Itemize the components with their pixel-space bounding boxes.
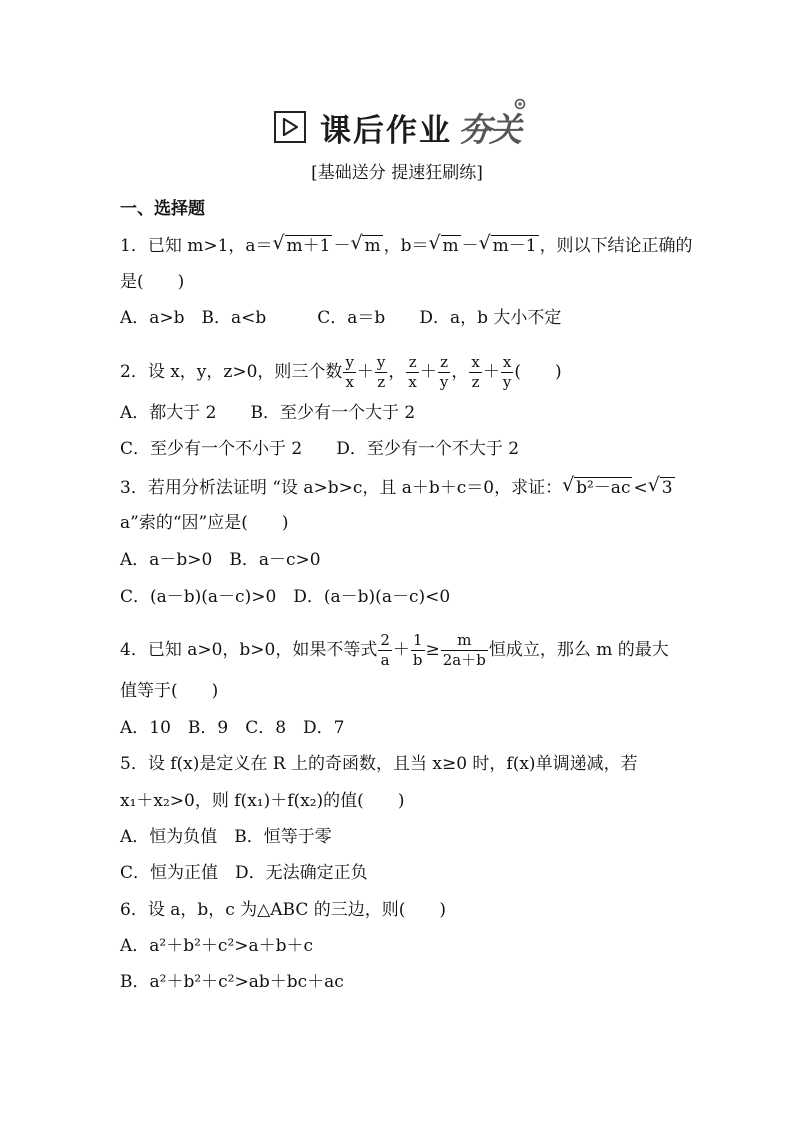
fraction-1-over-b: $\frac{1}{b}$ (412, 631, 423, 669)
question-2-options-cd: C．至少有一个不小于 2 D．至少有一个不大于 2 (120, 439, 520, 459)
q3-text-pre: 3．若用分析法证明 “设 a>b>c，且 a＋b＋c＝0，求证： (120, 478, 563, 498)
sqrt-3: √ 3 (649, 476, 675, 500)
question-4-options: A．10 B．9 C．8 D．7 (120, 718, 345, 738)
question-4: 4．已知 a>0，b>0，如果不等式 $\frac{2}{a}$ ＋ $\frac{1}{b}$ ≥ $\frac{m}{2a+b}$ 恒成立，那么 m 的最大 (120, 631, 669, 669)
sqrt-m-2: √ m (430, 234, 461, 258)
question-5: 5．设 f(x)是定义在 R 上的奇函数，且当 x≥0 时，f(x)单调递减，若 (120, 754, 638, 774)
question-2-options-ab: A．都大于 2 B．至少有一个大于 2 (120, 403, 416, 423)
fraction-m-over-2a-plus-b: $\frac{m}{2a+b}$ (442, 631, 486, 669)
fraction-z-over-x: $\frac{z}{x}$ (408, 353, 417, 391)
question-4-line-2: 值等于( ) (120, 681, 219, 701)
question-3-line-2: a”索的“因”应是( ) (120, 513, 289, 533)
fraction-y-over-z: $\frac{y}{z}$ (376, 353, 386, 391)
section-title: 一、选择题 (120, 199, 205, 219)
question-6-option-a: A．a²＋b²＋c²>a＋b＋c (120, 936, 314, 956)
logo-ring-icon (514, 98, 526, 110)
q4-text-post: 恒成立，那么 m 的最大 (488, 640, 669, 660)
fraction-x-over-y: $\frac{x}{y}$ (502, 353, 512, 391)
q2-text-post: ( ) (514, 362, 562, 382)
subtitle: [基础送分 提速狂刷练] (311, 163, 483, 183)
question-3-options-ab: A．a－b>0 B．a－c>0 (120, 550, 321, 570)
play-icon (274, 111, 306, 143)
sqrt-m-1: √ m (351, 234, 382, 258)
fraction-z-over-y: $\frac{z}{y}$ (439, 353, 449, 391)
question-1-options: A．a>b B．a<b C．a＝b D．a，b 大小不定 (120, 308, 562, 328)
q2-text-pre: 2．设 x，y，z>0，则三个数 (120, 362, 343, 382)
header-logo-text: 夯关 (458, 109, 520, 149)
question-5-options-cd: C．恒为正值 D．无法确定正负 (120, 863, 368, 883)
header (0, 102, 794, 152)
sqrt-m-minus-1: √ m－1 (480, 234, 539, 258)
sqrt-b2-minus-ac: √ b²－ac (563, 476, 632, 500)
q1-text-pre: 1．已知 m>1，a＝ (120, 236, 273, 256)
question-5-line-2: x₁＋x₂>0，则 f(x₁)＋f(x₂)的值( ) (120, 791, 405, 811)
question-6: 6．设 a，b，c 为△ABC 的三边，则( ) (120, 900, 446, 920)
question-3-options-cd: C．(a－b)(a－c)>0 D．(a－b)(a－c)<0 (120, 587, 451, 607)
question-2: 2．设 x，y，z>0，则三个数 $\frac{y}{x}$ ＋ $\frac{y}{z}$ ， $\frac{z}{x}$ ＋ $\frac{z}{y}$ ， $\frac{x}{z}$ ＋ $\frac{x}{y}$ ( ) (120, 353, 562, 391)
fraction-y-over-x: $\frac{y}{x}$ (345, 353, 354, 391)
question-1 (120, 234, 693, 258)
header-title: 课后作业 (320, 112, 452, 149)
question-6-option-b: B．a²＋b²＋c²>ab＋bc＋ac (120, 972, 344, 992)
sqrt-m-plus-1: √ m＋1 (274, 234, 333, 258)
q4-text-pre: 4．已知 a>0，b>0，如果不等式 (120, 640, 378, 660)
fraction-2-over-a: $\frac{2}{a}$ (380, 631, 390, 669)
header-logo (458, 104, 520, 151)
fraction-x-over-z: $\frac{x}{z}$ (471, 353, 480, 391)
q1-text-mid: ，b＝ (383, 236, 429, 256)
q1-text-post: ，则以下结论正确的 (539, 236, 693, 256)
question-5-options-ab: A．恒为负值 B．恒等于零 (120, 827, 332, 847)
question-1-line-2: 是( ) (120, 272, 185, 292)
q1-minus-1: － (333, 236, 351, 256)
q1-minus-2: － (461, 236, 479, 256)
question-3: 3．若用分析法证明 “设 a>b>c，且 a＋b＋c＝0，求证：√ b²－ac <√ 3 (120, 476, 676, 500)
